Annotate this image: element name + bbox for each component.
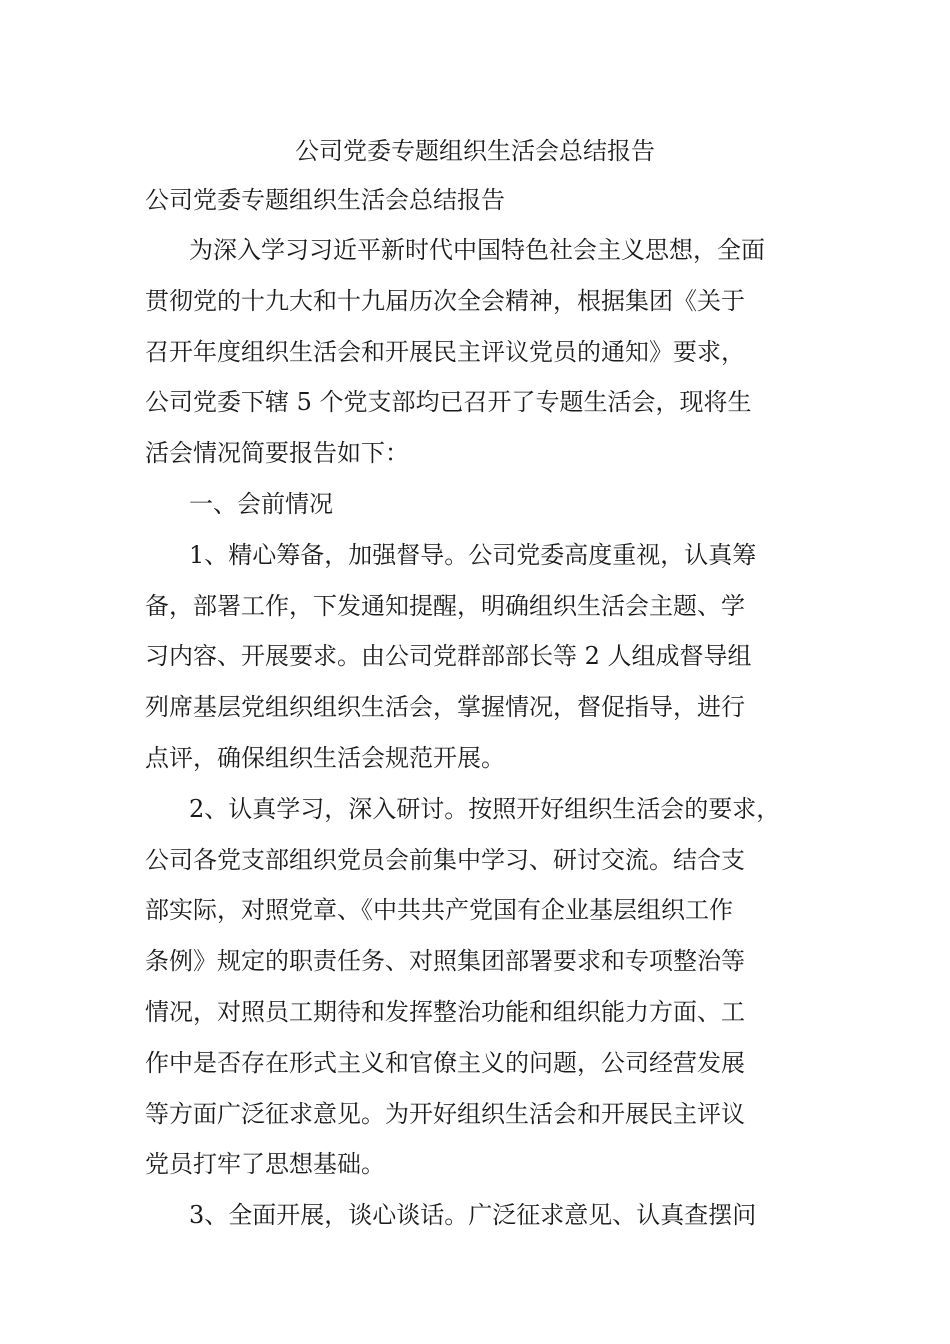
document-title: 公司党委专题组织生活会总结报告	[295, 137, 655, 165]
paragraph-line: 活会情况简要报告如下：	[145, 439, 409, 468]
paragraph-line: 作中是否存在形式主义和官僚主义的问题，公司经营发展	[145, 1048, 745, 1077]
paragraph-line: 点评，确保组织生活会规范开展。	[145, 743, 505, 772]
paragraph-line: 备，部署工作，下发通知提醒，明确组织生活会主题、学	[145, 591, 745, 620]
paragraph-line: 公司各党支部组织党员会前集中学习、研讨交流。结合支	[145, 845, 745, 874]
paragraph-line: 3、全面开展，谈心谈话。广泛征求意见、认真查摆问	[189, 1201, 757, 1230]
paragraph-line: 条例》规定的职责任务、对照集团部署要求和专项整治等	[145, 947, 745, 976]
paragraph-line: 党员打牢了思想基础。	[145, 1150, 385, 1179]
paragraph-line: 2、认真学习，深入研讨。按照开好组织生活会的要求，	[189, 794, 781, 823]
paragraph-line: 部实际，对照党章、《中共共产党国有企业基层组织工作	[145, 896, 733, 925]
paragraph-line: 1、精心筹备，加强督导。公司党委高度重视，认真筹	[189, 540, 757, 569]
paragraph-line: 贯彻党的十九大和十九届历次全会精神，根据集团《关于	[145, 286, 745, 315]
paragraph-line: 为深入学习习近平新时代中国特色社会主义思想，全面	[189, 236, 765, 264]
paragraph-line: 列席基层党组织组织生活会，掌握情况，督促指导，进行	[145, 693, 745, 722]
paragraph-line: 情况，对照员工期待和发挥整治功能和组织能力方面、工	[145, 997, 745, 1026]
paragraph-line: 公司党委下辖 5 个党支部均已召开了专题生活会，现将生	[145, 388, 752, 417]
paragraph-line: 召开年度组织生活会和开展民主评议党员的通知》要求，	[145, 337, 745, 366]
document-subtitle: 公司党委专题组织生活会总结报告	[145, 186, 505, 214]
paragraph-line: 等方面广泛征求意见。为开好组织生活会和开展民主评议	[145, 1099, 745, 1128]
document-body	[145, 232, 815, 1248]
paragraph-line: 习内容、开展要求。由公司党群部部长等 2 人组成督导组	[145, 642, 752, 671]
section-heading: 一、会前情况	[189, 489, 333, 518]
